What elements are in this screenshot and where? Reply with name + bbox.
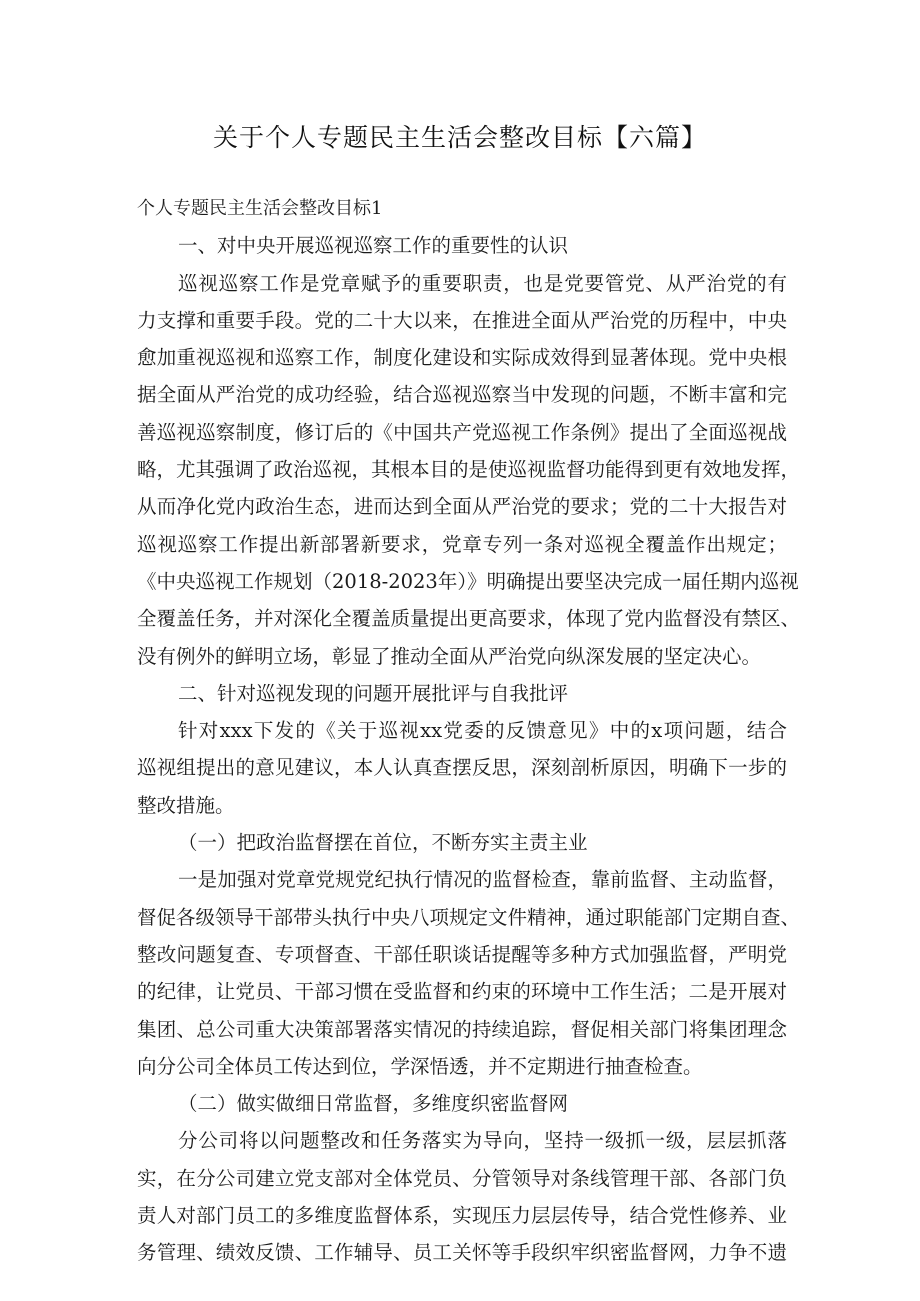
- paragraph-line: 力支撑和重要手段。党的二十大以来，在推进全面从严治党的历程中，中央: [137, 308, 787, 332]
- section-subtitle: 个人专题民主生活会整改目标1: [137, 198, 383, 219]
- paragraph-line: 善巡视巡察制度，修订后的《中国共产党巡视工作条例》提出了全面巡视战: [137, 420, 787, 444]
- paragraph-line: 巡视巡察工作提出新部署新要求，党章专列一条对巡视全覆盖作出规定；: [137, 532, 787, 556]
- paragraph-lines: [137, 227, 801, 1271]
- paragraph-line: 集团、总公司重大决策部署落实情况的持续追踪，督促相关部门将集团理念: [137, 1017, 787, 1041]
- paragraph-line: 巡视组提出的意见建议，本人认真查摆反思，深刻剖析原因，明确下一步的: [137, 756, 787, 780]
- paragraph-line: 一是加强对党章党规党纪执行情况的监督检查，靠前监督、主动监督，: [178, 868, 787, 892]
- paragraph-line: 分公司将以问题整改和任务落实为导向，坚持一级抓一级，层层抓落: [178, 1129, 787, 1153]
- paragraph-line: 略，尤其强调了政治巡视，其根本目的是使巡视监督功能得到更有效地发挥，: [137, 458, 801, 482]
- document-title: 关于个人专题民主生活会整改目标【六篇】: [212, 123, 707, 152]
- paragraph-line: 全覆盖任务，并对深化全覆盖质量提出更高要求，体现了党内监督没有禁区、: [137, 607, 801, 631]
- paragraph-line: 责人对部门员工的多维度监督体系，实现压力层层传导，结合党性修养、业: [137, 1204, 787, 1228]
- paragraph-line: 从而净化党内政治生态，进而达到全面从严治党的要求；党的二十大报告对: [137, 495, 787, 519]
- paragraph-line: 整改措施。: [137, 793, 235, 817]
- paragraph-line: 据全面从严治党的成功经验，结合巡视巡察当中发现的问题，不断丰富和完: [137, 383, 787, 407]
- paragraph-line: 实，在分公司建立党支部对全体党员、分管领导对条线管理干部、各部门负: [137, 1166, 787, 1190]
- paragraph-line: 针对xxx下发的《关于巡视xx党委的反馈意见》中的x项问题，结合: [178, 719, 787, 743]
- paragraph-line: 督促各级领导干部带头执行中央八项规定文件精神，通过职能部门定期自查、: [137, 905, 801, 929]
- paragraph-line: 的纪律，让党员、干部习惯在受监督和约束的环境中工作生活；二是开展对: [137, 980, 787, 1004]
- paragraph-line: 巡视巡察工作是党章赋予的重要职责，也是党要管党、从严治党的有: [178, 271, 787, 295]
- paragraph-line: 没有例外的鲜明立场，彰显了推动全面从严治党向纵深发展的坚定决心。: [137, 644, 762, 668]
- paragraph-line: 《中央巡视工作规划（2018-2023年）》明确提出要坚决完成一届任期内巡视: [137, 569, 799, 593]
- section-heading: （二）做实做细日常监督，多维度织密监督网: [178, 1092, 569, 1116]
- section-heading: （一）把政治监督摆在首位，不断夯实主责主业: [178, 831, 588, 855]
- section-heading: 一、对中央开展巡视巡察工作的重要性的认识: [178, 234, 569, 258]
- section-heading: 二、针对巡视发现的问题开展批评与自我批评: [178, 681, 569, 705]
- paragraph-line: 整改问题复查、专项督查、干部任职谈话提醒等多种方式加强监督，严明党: [137, 942, 787, 966]
- paragraph-line: 务管理、绩效反馈、工作辅导、员工关怀等手段织牢织密监督网，力争不遗: [137, 1241, 787, 1265]
- paragraph-line: 向分公司全体员工传达到位，学深悟透，并不定期进行抽查检查。: [137, 1054, 703, 1078]
- document-body: [137, 190, 801, 1272]
- paragraph-line: 愈加重视巡视和巡察工作，制度化建设和实际成效得到显著体现。党中央根: [137, 346, 787, 370]
